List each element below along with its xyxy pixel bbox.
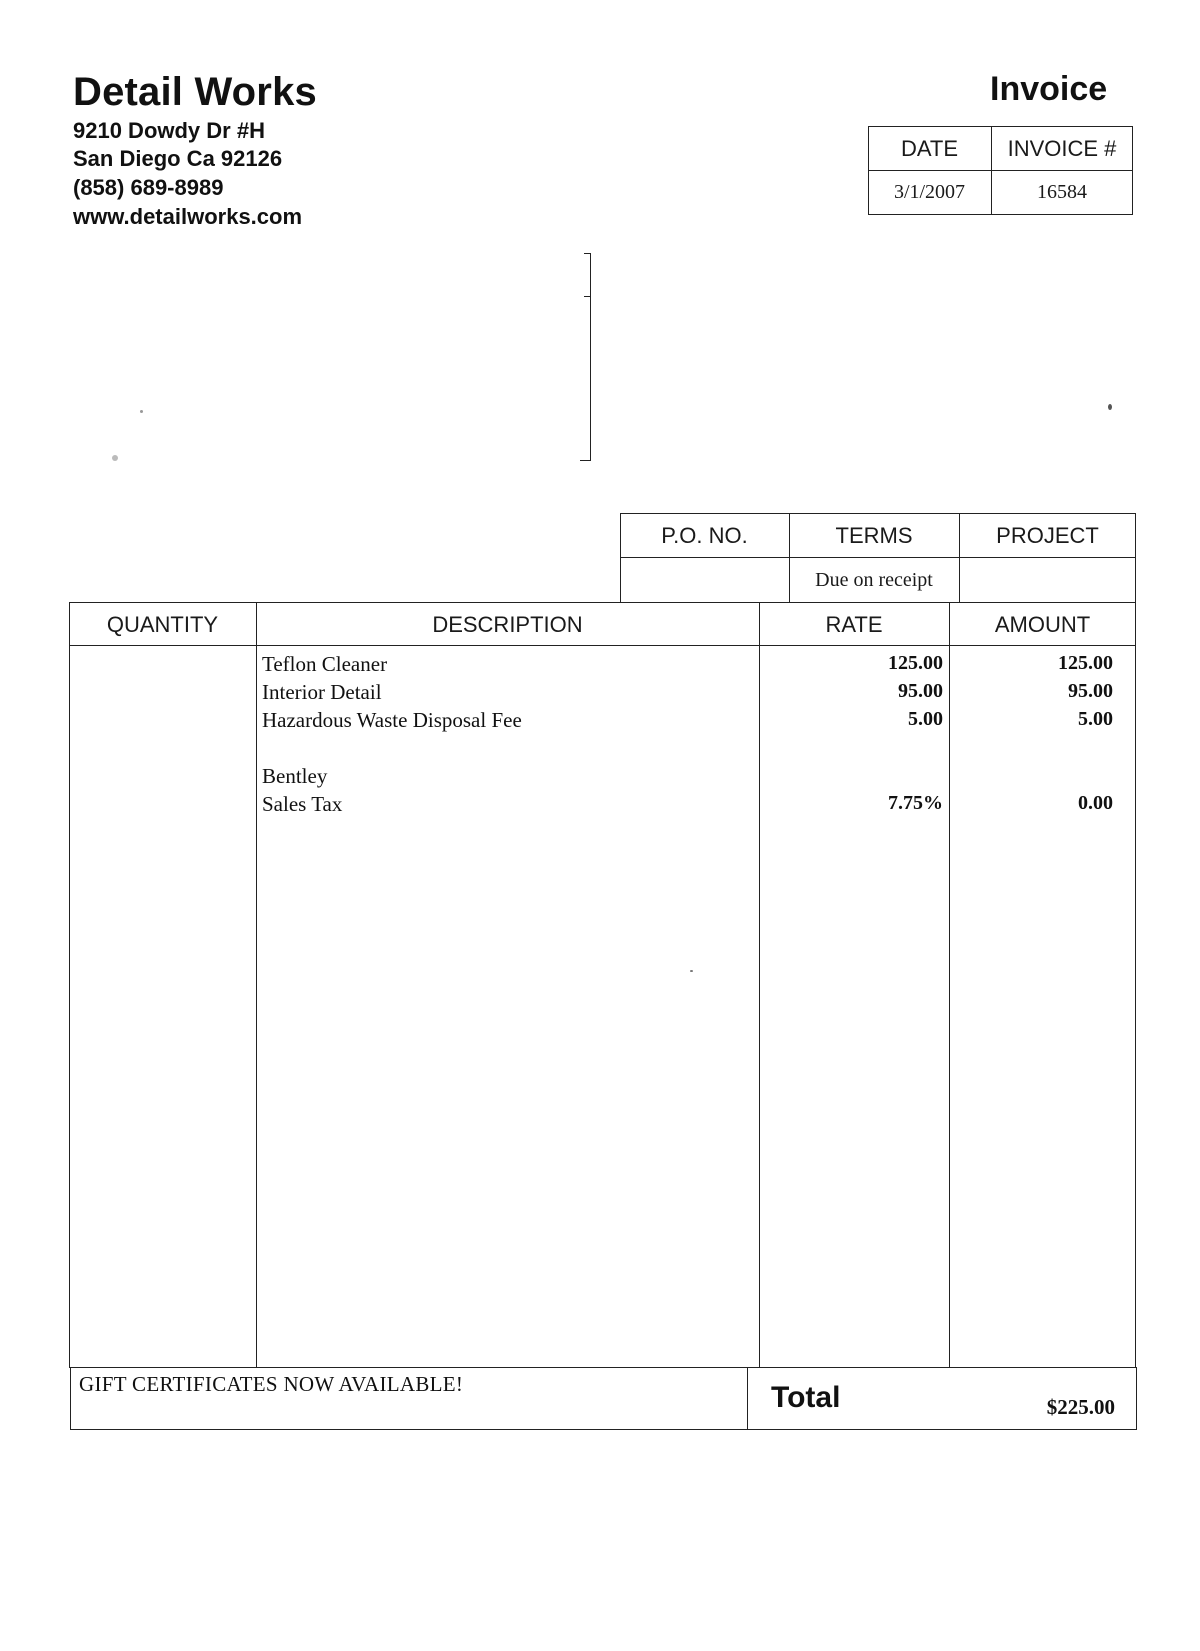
address-bracket — [590, 253, 591, 461]
order-info-divider — [620, 557, 1136, 558]
line-item-amount: 5.00 — [1078, 708, 1113, 730]
line-item-rate: 95.00 — [898, 680, 943, 702]
scan-speck — [690, 970, 693, 972]
company-name: Detail Works — [73, 70, 317, 114]
total-label: Total — [771, 1381, 841, 1414]
scan-speck — [1108, 404, 1112, 410]
rate-header: RATE — [825, 612, 883, 637]
address-bracket-top — [584, 253, 591, 254]
description-header: DESCRIPTION — [432, 612, 583, 637]
scan-speck — [112, 455, 118, 461]
total-value: $225.00 — [1046, 1395, 1115, 1419]
footer-col-divider — [747, 1367, 748, 1430]
address-bracket-bottom — [580, 460, 591, 461]
address-bracket-mid — [584, 296, 591, 297]
company-address-line2: San Diego Ca 92126 — [73, 146, 283, 171]
terms-value: Due on receipt — [815, 569, 933, 591]
line-item-description: Hazardous Waste Disposal Fee — [262, 708, 522, 732]
line-items-header-divider — [69, 645, 1136, 646]
line-item-amount: 0.00 — [1078, 792, 1113, 814]
line-item-amount: 125.00 — [1058, 652, 1113, 674]
line-item-description: Bentley — [262, 764, 328, 788]
line-item-rate: 125.00 — [888, 652, 943, 674]
invoice-number-label: INVOICE # — [1007, 136, 1117, 161]
date-label: DATE — [900, 136, 959, 161]
document-title: Invoice — [990, 70, 1108, 108]
invoice-number: 16584 — [1037, 181, 1087, 203]
quantity-col-divider — [256, 602, 257, 1367]
company-website: www.detailworks.com — [73, 204, 303, 229]
invoice-meta-divider — [868, 170, 1133, 171]
line-item-rate: 5.00 — [908, 708, 943, 730]
company-address-line1: 9210 Dowdy Dr #H — [73, 118, 265, 143]
line-item-rate: 7.75% — [888, 792, 943, 814]
line-item-amount: 95.00 — [1068, 680, 1113, 702]
footer-message: GIFT CERTIFICATES NOW AVAILABLE! — [79, 1372, 464, 1396]
amount-header: AMOUNT — [994, 612, 1091, 637]
po-number-label: P.O. NO. — [661, 523, 748, 548]
line-item-description: Teflon Cleaner — [262, 652, 388, 676]
project-label: PROJECT — [996, 523, 1099, 548]
company-phone: (858) 689-8989 — [73, 175, 224, 200]
line-item-description: Interior Detail — [262, 680, 382, 704]
scan-speck — [140, 410, 143, 413]
invoice-date: 3/1/2007 — [893, 181, 966, 203]
terms-label: TERMS — [835, 523, 913, 548]
rate-col-divider — [949, 602, 950, 1367]
quantity-header: QUANTITY — [106, 612, 219, 637]
line-item-description: Sales Tax — [262, 792, 343, 816]
